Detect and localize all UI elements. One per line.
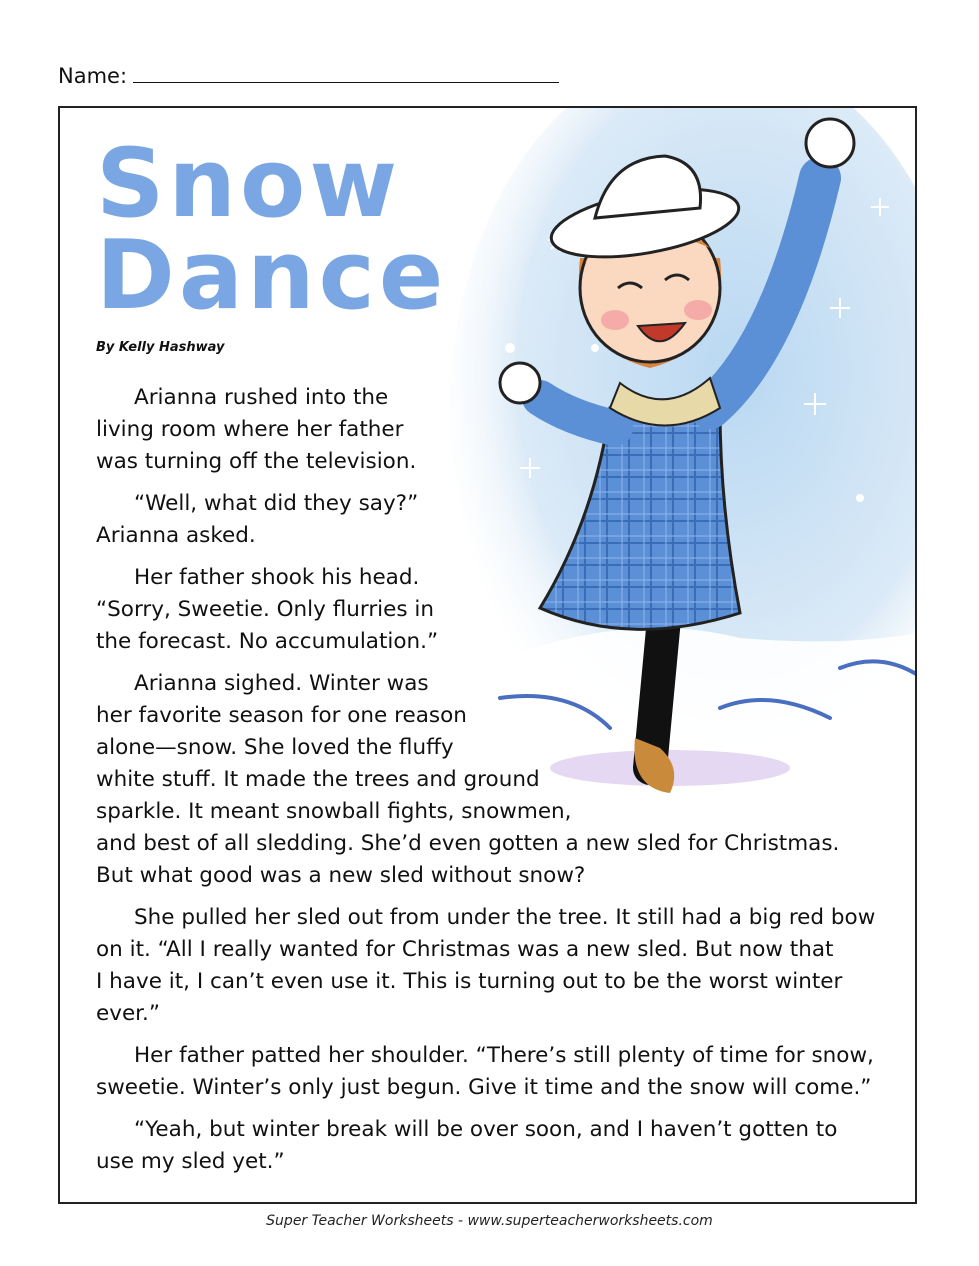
paragraph	[96, 668, 886, 892]
text-line: on it. “All I really wanted for Christmas was a new sled. But now that	[96, 937, 834, 962]
text-line: the forecast. No accumulation.”	[96, 629, 439, 654]
author-byline: By Kelly Hashway	[96, 340, 225, 355]
paragraph	[96, 382, 886, 478]
paragraph	[96, 902, 886, 1030]
title-line-snow: Snow	[96, 129, 402, 239]
text-line: and best of all sledding. She’d even gotten a new sled for Christmas.	[96, 831, 840, 856]
text-line: use my sled yet.”	[96, 1149, 285, 1174]
text-line: Arianna sighed. Winter was	[134, 671, 429, 696]
story-frame	[58, 106, 917, 1204]
text-line: “Well, what did they say?”	[134, 491, 419, 516]
text-line: was turning off the television.	[96, 449, 417, 474]
text-line: ever.”	[96, 1001, 161, 1026]
text-line: sweetie. Winter’s only just begun. Give it time and the snow will come.”	[96, 1075, 872, 1100]
text-line: But what good was a new sled without snow?	[96, 863, 586, 888]
text-line: living room where her father	[96, 417, 404, 442]
page-footer: Super Teacher Worksheets - www.superteacherworksheets.com	[266, 1213, 713, 1229]
text-line: her favorite season for one reason	[96, 703, 467, 728]
name-blank-line	[133, 68, 559, 83]
text-line: Her father patted her shoulder. “There’s still plenty of time for snow,	[134, 1043, 874, 1068]
paragraph	[96, 1114, 886, 1178]
story-text	[96, 382, 886, 1188]
text-line: “Yeah, but winter break will be over soon, and I haven’t gotten to	[134, 1117, 838, 1142]
text-line: sparkle. It meant snowball fights, snowmen,	[96, 799, 572, 824]
paragraph	[96, 1040, 886, 1104]
text-line: Arianna rushed into the	[134, 385, 389, 410]
text-line: alone—snow. She loved the fluffy	[96, 735, 454, 760]
title-line-dance: Dance	[96, 221, 448, 331]
text-line: I have it, I can’t even use it. This is turning out to be the worst winter	[96, 969, 843, 994]
text-line: Her father shook his head.	[134, 565, 420, 590]
paragraph	[96, 562, 886, 658]
story-title	[96, 129, 448, 331]
text-line: She pulled her sled out from under the tree. It still had a big red bow	[134, 905, 876, 930]
name-field	[58, 64, 559, 88]
text-line: Arianna asked.	[96, 523, 256, 548]
text-line: “Sorry, Sweetie. Only flurries in	[96, 597, 435, 622]
paragraph	[96, 488, 886, 552]
text-line: white stuff. It made the trees and ground	[96, 767, 540, 792]
name-label: Name:	[58, 64, 128, 88]
